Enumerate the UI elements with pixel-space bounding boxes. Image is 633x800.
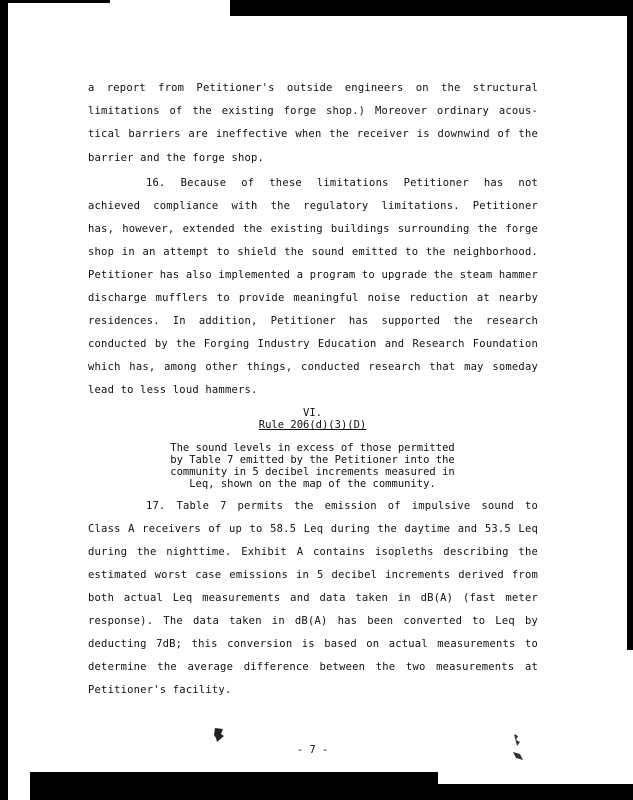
text-line: both actual Leq measurements and data taken in dB(A) (fast meter [88,592,538,604]
text-line: lead to less loud hammers. [88,384,258,396]
rule-heading-wrap [140,419,485,431]
section-caption-line: The sound levels in excess of those permitted [170,442,455,454]
text-line: discharge mufflers to provide meaningful noise reduction at nearby [88,292,538,304]
text-line: during the nighttime. Exhibit A contains isopleths describing the [88,546,538,558]
page-number: - 7 - [296,744,329,756]
text-line: determine the average difference between the two measurements at [88,661,538,673]
scan-edge-top-left [0,0,110,3]
rule-heading: Rule 206(d)(3)(D) [258,419,367,431]
text-line: Petitioner's facility. [88,684,232,696]
text-line: has, however, extended the existing buildings surrounding the forge [88,223,538,235]
section-caption-line: Leq, shown on the map of the community. [189,478,436,490]
scan-edge-bottom-right [438,784,633,800]
scan-edge-top [230,0,633,16]
text-line: conducted by the Forging Industry Education and Research Foundation [88,338,538,350]
text-line: Class A receivers of up to 58.5 Leq during the daytime and 53.5 Leq [88,523,538,535]
paragraph-17-first-line: 17. Table 7 permits the emission of impulsive sound to [146,500,538,512]
scan-smudge-mark [508,732,526,766]
section-caption-line: by Table 7 emitted by the Petitioner into the [170,454,455,466]
scan-edge-right [627,0,633,650]
text-line: Petitioner has also implemented a program to upgrade the steam hammer [88,269,538,281]
section-number: VI. [303,407,322,419]
text-line: deducting 7dB; this conversion is based on actual measurements to [88,638,538,650]
scan-edge-bottom-left [30,772,438,800]
text-line: estimated worst case emissions in 5 decibel increments derived from [88,569,538,581]
text-line: shop in an attempt to shield the sound emitted to the neighborhood. [88,246,538,258]
text-line: achieved compliance with the regulatory limitations. Petitioner [88,200,538,212]
section-caption-line: community in 5 decibel increments measured in [170,466,455,478]
paragraph-16-first-line: 16. Because of these limitations Petitioner has not [146,177,538,189]
text-line: which has, among other things, conducted research that may someday [88,361,538,373]
text-line: a report from Petitioner's outside engineers on the structural [88,82,538,94]
text-line: barrier and the forge shop. [88,152,265,164]
text-line: tical barriers are ineffective when the receiver is downwind of the [88,128,538,140]
text-line: limitations of the existing forge shop.) Moreover ordinary acous- [88,105,538,117]
text-line: residences. In addition, Petitioner has supported the research [88,315,538,327]
text-line: response). The data taken in dB(A) has been converted to Leq by [88,615,538,627]
scan-edge-left [0,0,8,800]
